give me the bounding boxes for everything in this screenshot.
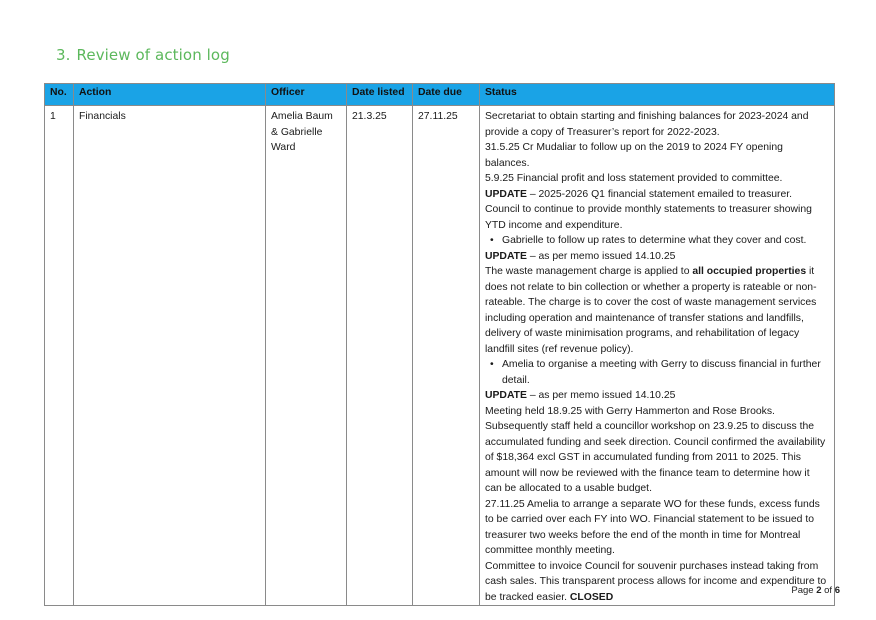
- status-text: Amelia to organise a meeting with Gerry to discuss financial in further detail.: [502, 359, 821, 386]
- page-total: 6: [834, 585, 840, 596]
- status-text: The waste management charge is applied to: [485, 266, 693, 277]
- status-paragraph: [485, 171, 829, 187]
- status-paragraph: [485, 109, 829, 140]
- header-date-due: Date due: [413, 84, 480, 106]
- status-text: – 2025-2026 Q1 financial statement emailed to treasurer. Council to continue to provide monthly statements to treasurer showing YTD income and expenditure.: [485, 188, 812, 231]
- header-date-listed: Date listed: [347, 84, 413, 106]
- header-action: Action: [74, 84, 266, 106]
- officer-line: Amelia Baum: [271, 111, 333, 122]
- table-header-row: [45, 84, 835, 106]
- status-paragraph: [485, 497, 829, 559]
- header-no: No.: [45, 84, 74, 106]
- status-text: Committee to invoice Council for souvenir purchases instead taking from cash sales. This transparent process allows for income and expenditure to be tracked easier.: [485, 560, 827, 603]
- status-text: 5.9.25 Financial profit and loss statement provided to committee.: [485, 173, 783, 184]
- cell-date-due: 27.11.25: [413, 106, 480, 606]
- cell-action: Financials: [74, 106, 266, 606]
- status-paragraph: [485, 187, 829, 234]
- section-title: Review of action log: [76, 46, 230, 64]
- header-status: Status: [480, 84, 835, 106]
- action-log-table: [44, 83, 835, 606]
- status-bold-text: UPDATE: [485, 390, 527, 401]
- status-text: – as per memo issued 14.10.25: [526, 250, 676, 262]
- status-text: Secretariat to obtain starting and finishing balances for 2023-2024 and provide a copy of Treasurer’s report for 2022-2023.: [485, 111, 809, 138]
- table-row: [45, 106, 835, 606]
- cell-date-listed: 21.3.25: [347, 106, 413, 606]
- status-paragraph: [485, 249, 829, 265]
- section-number: 3.: [56, 46, 71, 64]
- status-paragraph: [485, 559, 829, 606]
- status-bold-text: UPDATE: [485, 250, 527, 262]
- status-bold-text: UPDATE: [485, 188, 527, 200]
- page-of: of: [824, 585, 833, 596]
- status-bold-text: all occupied properties: [692, 266, 807, 277]
- page-label: Page: [791, 585, 814, 596]
- status-text: it does not relate to bin collection or whether a property is rateable or non-rateable. The charge is to cover the cost of waste management services including operation and maintenance of transfer stations and landfills, delivery of waste minimisation programs, and rehabilitation of legacy landfill sites (ref revenue policy).: [485, 266, 817, 355]
- officer-line: Ward: [271, 142, 296, 153]
- status-paragraph: [485, 140, 829, 171]
- header-officer: Officer: [266, 84, 347, 106]
- status-text: Meeting held 18.9.25 with Gerry Hammerton and Rose Brooks. Subsequently staff held a councillor workshop on 23.9.25 to discuss the accumulated funding and seek direction. Council confirmed the availability of $18,364 excl GST in accumulated funding from 2011 to 2025. This amount will now be reviewed with the finance team to determine how it can be allocated to a usable budget.: [485, 405, 826, 494]
- cell-officer: [266, 106, 347, 606]
- status-paragraph: [485, 404, 829, 497]
- status-bullet-item: [485, 357, 829, 388]
- status-text: – as per memo issued 14.10.25: [526, 390, 676, 401]
- status-paragraph: [485, 264, 829, 357]
- status-bullet-item: [485, 233, 829, 249]
- status-bold-text: CLOSED: [569, 591, 614, 603]
- status-text: 31.5.25 Cr Mudaliar to follow up on the 2019 to 2024 FY opening balances.: [485, 142, 783, 169]
- cell-status: [480, 106, 835, 606]
- page-footer: [791, 585, 840, 596]
- status-text: 27.11.25 Amelia to arrange a separate WO for these funds, excess funds to be carried over each FY into WO. Financial statement to be issued to treasurer two weeks before the end of the month in time for Montreal committee monthly meeting.: [485, 498, 820, 556]
- cell-no: 1: [45, 106, 74, 606]
- status-paragraph: [485, 388, 829, 404]
- page-current: 2: [816, 585, 822, 596]
- section-heading: [56, 46, 230, 64]
- status-text: Gabrielle to follow up rates to determine what they cover and cost.: [502, 235, 807, 246]
- officer-line: & Gabrielle: [271, 126, 323, 138]
